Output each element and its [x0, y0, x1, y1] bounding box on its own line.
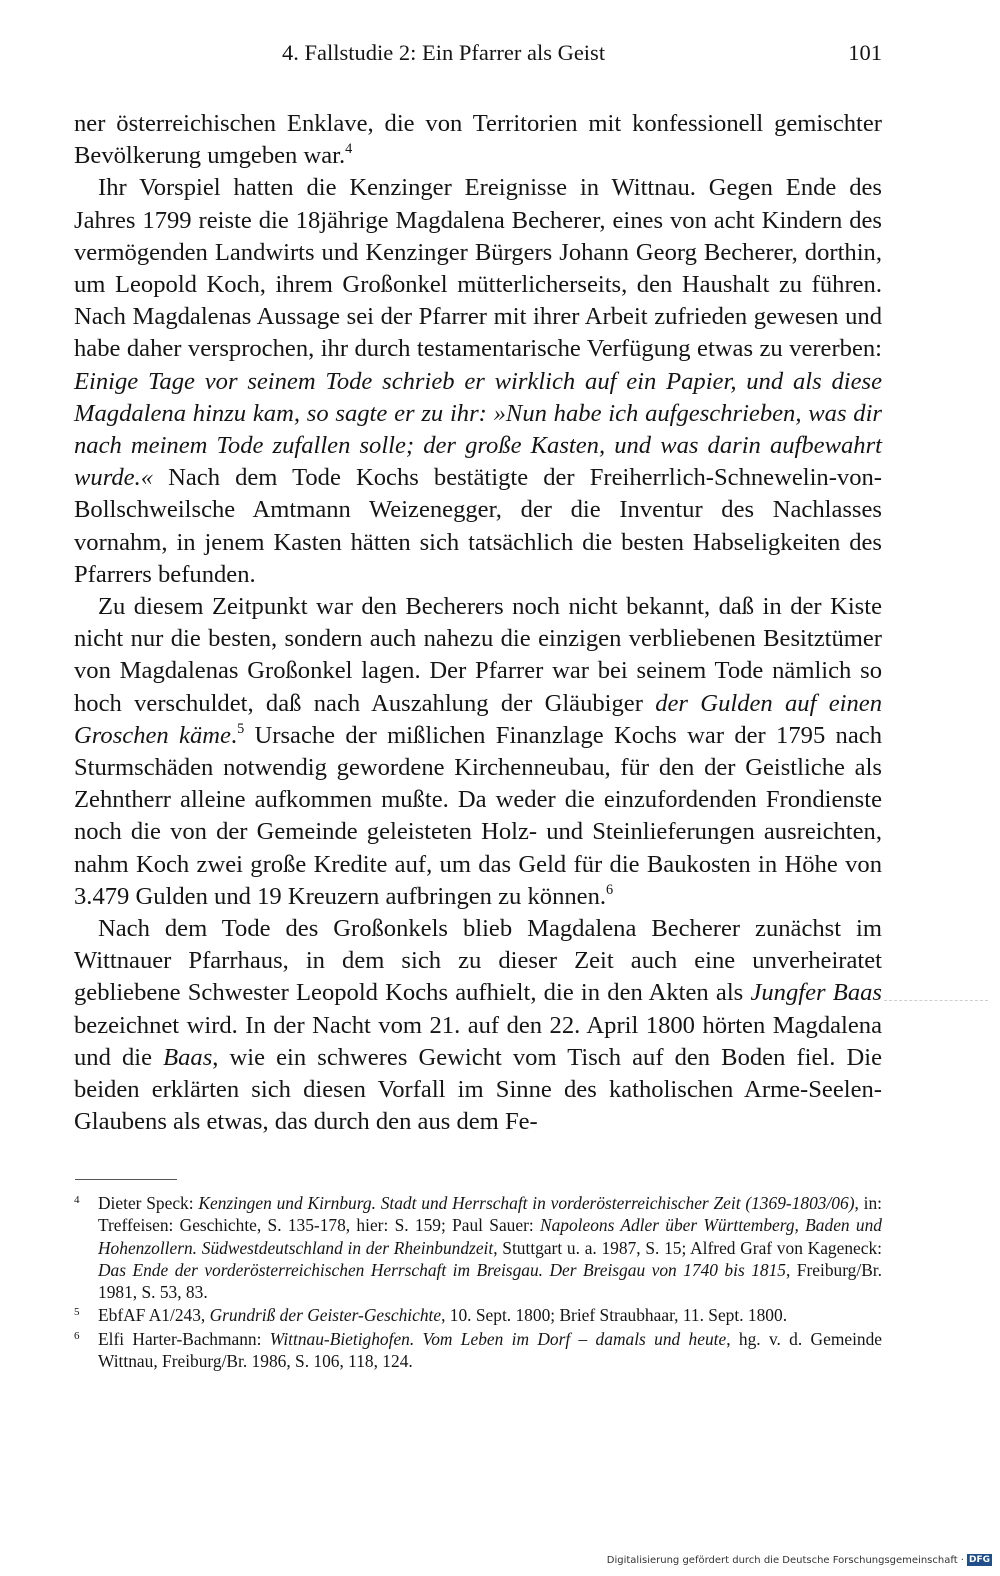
- paragraph-2: [74, 172, 882, 591]
- text-run: Ursache der mißlichen Finanzlage Kochs war der 1795 nach Sturmschäden notwendig gewordene Kirchenneubau, für den der Geistliche als Zehntherr alleine aufkommen mußte. Da weder die einzufordenden Frondienste noch die von der Gemeinde geleisteten Holz- und Steinlieferungen ausreichten, nahm Koch zwei große Kredite auf, um das Geld für die Baukosten in Höhe von 3.479 Gulden und 19 Kreuzern aufbringen zu können.: [74, 721, 882, 910]
- footnote-text: [98, 1328, 882, 1373]
- italic-quote: der Gulden auf einen Groschen käme: [74, 689, 882, 749]
- text-run: , Stuttgart u. a. 1987, S. 15; Alfred Graf von Kageneck:: [493, 1237, 882, 1258]
- paragraph-1: [74, 108, 882, 172]
- paragraph-4: [74, 913, 882, 1138]
- footnotes: [74, 1192, 882, 1373]
- footnote-number: 5: [74, 1306, 80, 1319]
- footnote-6: [74, 1328, 882, 1373]
- footnote-divider: [75, 1179, 177, 1180]
- text-run: Ihr Vorspiel hatten die Kenzinger Ereignisse in Wittnau. Gegen Ende des Jahres 1799 reiste die 18jährige Magdalena Becherer, eines von acht Kindern des vermögenden Landwirts und Kenzinger Bürgers Johann Georg Becherer, dorthin, um Leopold Koch, ihrem Großonkel mütterlicherseits, den Haushalt zu führen. Nach Magdalenas Aussage sei der Pfarrer mit ihrer Arbeit zufrieden gewesen und habe daher versprochen, ihr durch testamentarische Verfügung etwas zu vererben:: [74, 174, 882, 363]
- page-number: 101: [848, 40, 882, 65]
- text-run: , Freiburg/Br. 1981, S. 53, 83.: [98, 1259, 882, 1303]
- dfg-logo: DFG: [968, 1555, 990, 1565]
- italic-title: Napoleons Adler über Württemberg, Baden und Hohenzollern. Südwestdeutschland in der Rheinbundzeit: [98, 1215, 882, 1258]
- italic-title: Wittnau-Bietighofen. Vom Leben im Dorf – damals und heute: [269, 1328, 727, 1349]
- text-run: Dieter Speck:: [98, 1193, 199, 1213]
- footnote-4: [74, 1192, 882, 1303]
- paragraph-3: [74, 591, 882, 913]
- text-run: EbfAF A1/243,: [98, 1305, 210, 1326]
- footnote-text: [98, 1192, 882, 1303]
- italic-quote: Einige Tage vor seinem Tode schrieb er wirklich auf ein Papier, und als diese Magdalena hinzu kam, so sagte er zu ihr: »Nun habe ich aufgeschrieben, was dir nach meinem Tode zufallen solle; der große Kasten, und was darin aufbewahrt wurde.«: [74, 367, 882, 492]
- text-run: .: [230, 721, 238, 749]
- text-run: Nach dem Tode des Großonkels blieb Magdalena Becherer zunächst im Wittnauer Pfarrhaus, in dem sich zu dieser Zeit auch eine unverheiratet gebliebene Schwester Leopold Kochs aufhielt, die in den Akten als: [74, 915, 882, 1007]
- text-run: , hg. v. d. Gemeinde Wittnau, Freiburg/Br. 1986, S. 106, 118, 124.: [98, 1328, 883, 1372]
- text-run: , wie ein schweres Gewicht vom Tisch auf den Boden fiel. Die beiden erklärten sich diesen Vorfall im Sinne des katholischen Arme-Seelen-Glaubens als etwas, das durch den aus dem Fe-: [74, 1043, 882, 1136]
- footnote-text: [98, 1304, 882, 1326]
- running-title: 4. Fallstudie 2: Ein Pfarrer als Geist: [282, 40, 606, 65]
- italic-term: Jungfer Baas: [750, 979, 882, 1007]
- text-run: bezeichnet wird. In der Nacht vom 21. auf den 22. April 1800 hörten Magdalena und die: [74, 1011, 882, 1071]
- footnote-ref-4[interactable]: 4: [345, 141, 353, 158]
- text-run: , in: Treffeisen: Geschichte, S. 135-178, hier: S. 159; Paul Sauer:: [98, 1193, 882, 1236]
- footnote-number: 6: [74, 1329, 80, 1342]
- italic-term: Baas: [163, 1043, 213, 1071]
- text-run: Zu diesem Zeitpunkt war den Becherers noch nicht bekannt, daß in der Kiste nicht nur die besten, sondern auch nahezu die einzigen verbliebenen Besitztümer von Magdalenas Großonkel lagen. Der Pfarrer war bei seinem Tode nämlich so hoch verschuldet, daß nach Auszahlung der Gläubiger: [74, 593, 882, 717]
- footnote-ref-5[interactable]: 5: [237, 720, 245, 737]
- footnote-5: [74, 1304, 882, 1326]
- italic-title: Das Ende der vorderösterreichischen Herrschaft im Breisgau. Der Breisgau von 1740 bis 1815: [98, 1259, 786, 1280]
- italic-title: Kenzingen und Kirnburg. Stadt und Herrschaft in vorderösterreichischer Zeit (1369-1803/06): [198, 1193, 855, 1213]
- footnote-ref-6[interactable]: 6: [606, 881, 614, 898]
- italic-title: Grundriß der Geister-Geschichte: [209, 1305, 442, 1326]
- digitization-text: Digitalisierung gefördert durch die Deutsche Forschungsgemeinschaft ·: [606, 1555, 964, 1566]
- running-header: [74, 40, 882, 72]
- text-run: Nach dem Tode Kochs bestätigte der Freiherrlich-Schnewelin-von-Bollschweilsche Amtmann Weizenegger, der die Inventur des Nachlasses vornahm, in jenem Kasten hätten sich tatsächlich die besten Habseligkeiten des Pfarrers befunden.: [74, 464, 882, 588]
- digitization-notice: [607, 1554, 992, 1568]
- footnote-number: 4: [74, 1194, 80, 1206]
- scan-artifact-line: [884, 1000, 988, 1001]
- text-run: , 10. Sept. 1800; Brief Straubhaar, 11. Sept. 1800.: [441, 1305, 788, 1326]
- text-run: Elfi Harter-Bachmann:: [98, 1328, 270, 1349]
- text-run: ner österreichischen Enklave, die von Territorien mit konfessionell gemischter Bevölkerung umgeben war.: [74, 110, 882, 170]
- main-text: [74, 108, 882, 1139]
